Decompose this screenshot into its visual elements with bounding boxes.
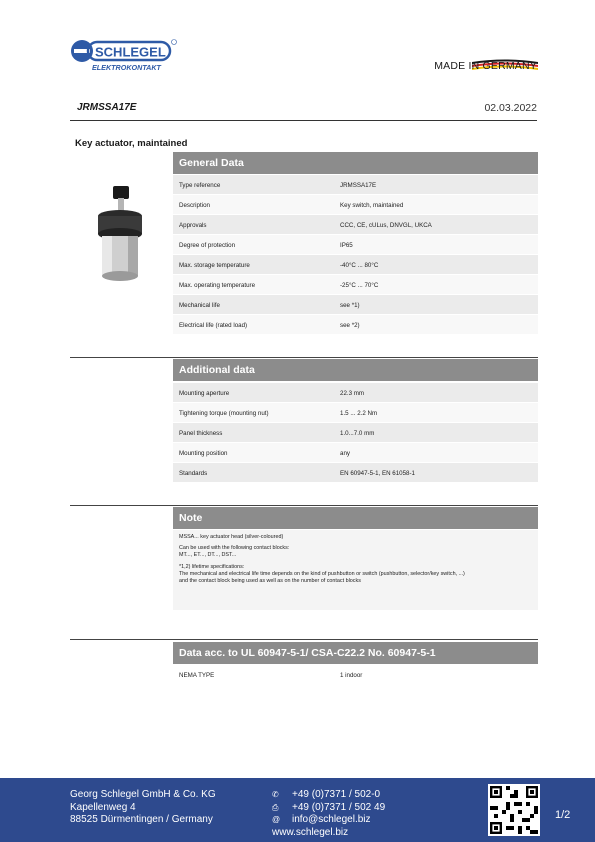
row-value: 1.5 ... 2.2 Nm [340,410,378,417]
row-value: Key switch, maintained [340,202,404,209]
made-in-germany: MADE IN GERMANY [434,60,537,72]
city: 88525 Dürmentingen / Germany [70,814,213,825]
row-key: Approvals [179,222,207,229]
note-line: *1,2) lifetime specifications: [179,563,245,570]
document-date: 02.03.2022 [484,102,537,114]
general-row [173,275,538,295]
row-key: Max. storage temperature [179,262,250,269]
ul-data-header: Data acc. to UL 60947-5-1/ CSA-C22.2 No. 60947-5-1 [173,642,538,664]
general-row [173,315,538,335]
row-key: Mechanical life [179,302,220,309]
row-value: EN 60947-5-1, EN 61058-1 [340,470,415,477]
row-key: Standards [179,470,208,477]
additional-row [173,423,538,443]
logo-brand: SCHLEGEL [95,44,166,60]
note-line: The mechanical and electrical life time depends on the kind of pushbutton or switch (pushbutton, selector/key switch, ...) [179,570,465,577]
document-id: JRMSSA17E [77,102,137,113]
note-line: MT..., ET..., DT..., DST... [179,552,237,559]
email-icon: @ [272,815,281,824]
phone-number[interactable]: +49 (0)7371 / 502-0 [292,789,381,800]
additional-row [173,463,538,483]
footer [0,778,595,842]
row-key: NEMA TYPE [179,672,215,679]
row-key: Mounting aperture [179,390,230,397]
row-key: Tightening torque (mounting nut) [179,410,269,417]
row-key: Mounting position [179,450,228,457]
header-divider [70,120,537,121]
note-content [173,530,538,610]
qr-code [488,784,540,836]
row-value: -25°C ... 70°C [340,282,379,289]
section-divider [70,639,538,640]
additional-row [173,383,538,403]
row-key: Panel thickness [179,430,223,437]
row-key: Electrical life (rated load) [179,322,248,329]
phone-icon: ✆ [272,790,279,799]
general-row [173,235,538,255]
website-link[interactable]: www.schlegel.biz [272,826,349,838]
row-value: IP65 [340,242,353,249]
note-line: MSSA... key actuator head (silver-coloured) [179,534,284,540]
general-row [173,175,538,195]
street: Kapellenweg 4 [70,801,136,813]
note-line: Can be used with the following contact blocks: [179,545,290,552]
general-row [173,215,538,235]
product-image [70,180,170,300]
schlegel-logo [70,38,180,72]
row-value: see *2) [340,322,360,329]
logo-graphic [70,38,180,72]
additional-row [173,403,538,423]
company-name: Georg Schlegel GmbH & Co. KG [70,789,216,800]
general-row [173,195,538,215]
note-line: and the contact block being used as well as on the number of contact blocks [179,578,361,585]
qr-code-graphic [490,786,538,834]
page-title: Key actuator, maintained [75,138,188,149]
note-header: Note [173,507,538,529]
row-value: see *1) [340,302,360,309]
row-value: 22.3 mm [340,390,365,397]
row-key: Description [179,202,210,209]
ul-row [173,665,538,685]
row-value: JRMSSA17E [340,182,377,189]
fax-icon: ⎙ [272,802,279,812]
row-value: CCC, CE, cULus, DNVGL, UKCA [340,222,432,229]
additional-row [173,443,538,463]
logo-sub: ELEKTROKONTAKT [92,63,161,72]
row-key: Type reference [179,182,221,189]
general-row [173,295,538,315]
section-divider [70,357,538,358]
general-row [173,255,538,275]
row-value: any [340,450,350,457]
row-value: -40°C ... 80°C [340,262,379,269]
row-key: Max. operating temperature [179,282,256,289]
additional-data-header: Additional data [173,359,538,381]
general-data-header: General Data [173,152,538,174]
section-divider [70,505,538,506]
page-number: 1/2 [555,809,571,821]
footer-contact [272,789,385,839]
email-link[interactable]: info@schlegel.biz [292,814,371,825]
fax-number: +49 (0)7371 / 502 49 [292,801,386,813]
row-value: 1.0...7.0 mm [340,430,375,437]
footer-address [70,789,216,827]
row-key: Degree of protection [179,242,236,249]
row-value: 1 indoor [340,672,363,679]
